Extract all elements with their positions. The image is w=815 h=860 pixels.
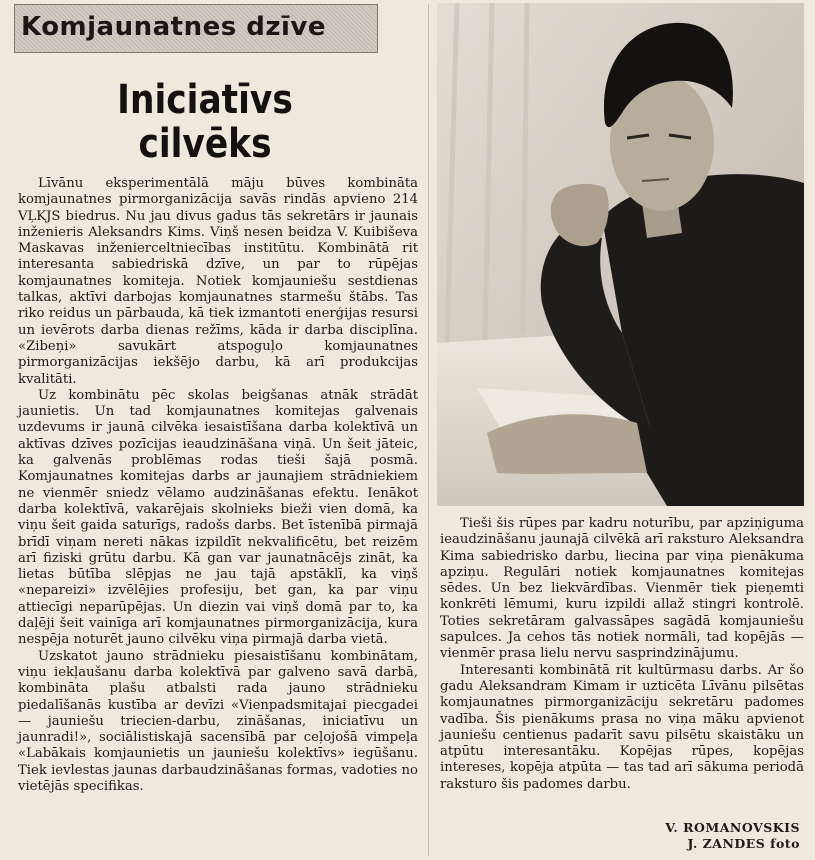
headline-line-2: cilvēks: [138, 121, 272, 167]
column-divider: [428, 4, 429, 856]
headline-line-1: Iniciatīvs: [117, 77, 293, 123]
article-headline: [80, 78, 329, 166]
body-paragraph: Līvānu eksperimentālā māju būves kombināta komjaunatnes pirmorganizācija savās rindās apvieno 214 VĻKJS biedrus. Nu jau divus gadus tās sekretārs ir jaunais inženieris Aleksandrs Kims. Viņš nesen beidza V. Kuibiševa Maskavas inženierceltniecības institūtu. Kombinātā rit interesanta sabiedriskā dzīve, un par to rūpējas komjaunatnes komiteja. Notiek komjauniešu sestdienas talkas, aktīvi darbojas komjaunatnes starmešu štābs. Tas riko reidus un pārbauda, kā tiek izmantoti enerģijas resursi un ievērots darba dienas režīms, kāda ir darba disciplīna. «Zibeņi» savukārt atspoguļo komjaunatnes pirmorganizācijas iekšējo darbu, kā arī produkcijas kvalitāti.: [18, 176, 418, 387]
body-paragraph: Uzskatot jauno strādnieku piesaistīšanu kombinātam, viņu iekļaušanu darba kolektīvā par galveno savā darbā, kombināta plašu atbalsti rada jauno strādnieku piedalīšanās kustība ar devīzi «Vienpadsmitajai piecgadei — jauniešu triecien-darbu, zināšanas, iniciatīvu un jaunradi!», sociālistiskajā sacensībā par ceļojošā vimpeļa «Labākais komjaunietis un jauniešu kolektīvs» iegūšanu. Tiek ievlestas jaunas darbaudzināšanas formas, vadoties no vietējās specifikas.: [18, 648, 418, 794]
body-paragraph: Interesanti kombinātā rit kultūrmasu darbs. Ar šo gadu Aleksandram Kimam ir uzticēta Līvānu pilsētas komjaunatnes pirmorganizāciju sekretāru padomes vadība. Šis pienākums prasa no viņa māku apvienot jauniešu centienus padarīt savu pilsētu skaistāku un atpūtu interesantāku. Kopējas rūpes, kopējas intereses, kopēja atpūta — tas tad arī sākuma periodā raksturo šis padomes darbu.: [440, 662, 804, 792]
portrait-photo-icon: [437, 3, 804, 506]
byline: [560, 820, 800, 852]
article-body-left: [18, 176, 418, 795]
section-rubric-label: Komjaunatnes dzīve: [21, 12, 327, 42]
body-paragraph: Uz kombinātu pēc skolas beigšanas atnāk strādāt jaunietis. Un tad komjaunatnes komitejas galvenais uzdevums ir jaunā cilvēka iesaistīšana darba kolektīvā un aktīvas dzīves pozīcijas ieaudzināšana viņā. Un šeit jāteic, ka galvenās problēmas rodas tieši šajā posmā. Komjaunatnes komitejas darbs ar jaunajiem strādniekiem ne vienmēr sniedz vēlamo audzināšanas efektu. Ienākot darba kolektīvā, vakarējais skolnieks bieži vien domā, ka viņu šeit gaida saturīgs, radošs darbs. Bet īstenībā pirmajā brīdī viņam nereti nākas izpildīt nekvalificētu, bet reizēm arī fiziski grūtu darbu. Kā gan var jaunatnācējs zināt, ka lietas būtība slēpjas ne jau tajā apstāklī, ka viņš «nepareizi» izvēlējies profesiju, bet gan, ka par viņu attiecīgi neparūpējas. Un diezin vai viņš domā par to, ka daļēji šeit vainīga arī komjaunatnes pirmorganizācija, kura nespēja noturēt jauno cilvēku viņa pirmajā darba vietā.: [18, 387, 418, 648]
body-paragraph: Tieši šis rūpes par kadru noturību, par apziņiguma ieaudzināšanu jaunajā cilvēkā arī raksturo Aleksandra Kima sabiedrisko darbu, liecina par viņa pienākuma apziņu. Regulāri notiek komjaunatnes komitejas sēdes. Un bez liekvārdības. Vienmēr tiek pieņemti konkrēti lēmumi, kuru izpildi allaž stingri kontrolē. Toties sekretāram galvassāpes sagādā komjauniešu sapulces. Ja cehos tās notiek normāli, tad kopējās — vienmēr prasa lielu nervu sasprindzinājumu.: [440, 516, 804, 662]
portrait-photo: [437, 3, 804, 506]
photo-credit: J. ZANDES foto: [687, 836, 800, 851]
article-body-right: [440, 516, 804, 793]
author-name: V. ROMANOVSKIS: [665, 820, 800, 835]
section-rubric: [14, 4, 378, 53]
